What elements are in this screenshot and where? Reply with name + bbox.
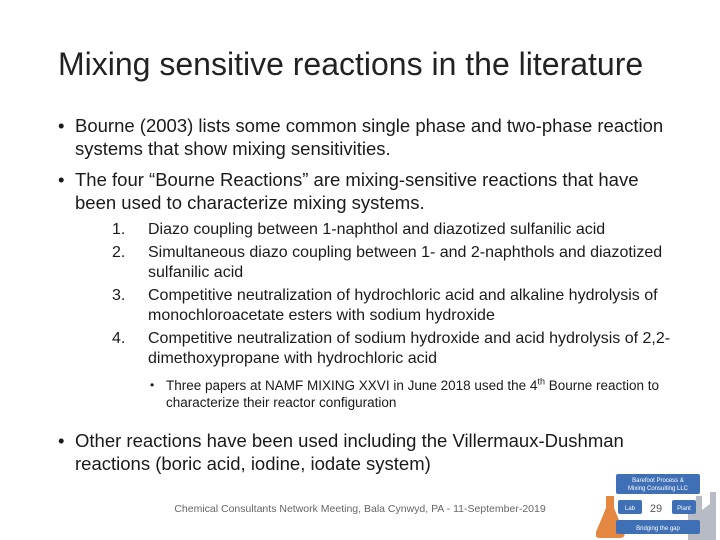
item-text: Competitive neutralization of hydrochloric acid and alkaline hydrolysis of monochloroacetate esters with sodium hydroxide bbox=[148, 287, 658, 324]
item-text: Competitive neutralization of sodium hydroxide and acid hydrolysis of 2,2-dimethoxypropane with hydrochloric acid bbox=[148, 330, 671, 367]
item-number: 1. bbox=[112, 221, 126, 238]
bullet-text: The four “Bourne Reactions” are mixing-sensitive reactions that have been used to characterize mixing systems. bbox=[75, 169, 639, 213]
bullet-list bbox=[58, 114, 678, 483]
item-number: 2. bbox=[112, 244, 126, 261]
bullet-item bbox=[58, 429, 678, 475]
company-logo bbox=[596, 472, 720, 540]
logo-bottom: Bridging the gap bbox=[636, 526, 680, 532]
numbered-item bbox=[75, 220, 678, 240]
sub-bullet bbox=[75, 377, 678, 411]
lab-label: Lab bbox=[624, 506, 636, 512]
item-number: 4. bbox=[112, 330, 126, 347]
numbered-list bbox=[75, 220, 678, 369]
bullet-text: Other reactions have been used including the Villermaux-Dushman reactions (boric acid, iodine, iodate system) bbox=[75, 430, 624, 474]
item-text: Simultaneous diazo coupling between 1- and 2-naphthols and diazotized sulfanilic acid bbox=[148, 244, 663, 281]
logo-line1: Barefoot Process & bbox=[632, 478, 684, 484]
numbered-item bbox=[75, 286, 678, 326]
sub-bullet-text-after: Bourne reaction to characterize their reactor configuration bbox=[166, 378, 660, 410]
page-number: 29 bbox=[649, 503, 663, 515]
sub-bullet-text-before: Three papers at NAMF MIXING XXVI in June 2018 used the 4 bbox=[166, 378, 538, 393]
bullet-dot: • bbox=[58, 430, 65, 451]
numbered-item bbox=[75, 243, 678, 283]
numbered-item bbox=[75, 329, 678, 369]
slide-title: Mixing sensitive reactions in the literature bbox=[58, 46, 644, 82]
logo-line2: Mixing Consulting LLC bbox=[627, 486, 689, 492]
item-number: 3. bbox=[112, 287, 126, 304]
plant-label: Plant bbox=[677, 506, 691, 512]
slide-footer: Chemical Consultants Network Meeting, Bala Cynwyd, PA - 11-September-2019 bbox=[174, 503, 546, 515]
item-text: Diazo coupling between 1-naphthol and diazotized sulfanilic acid bbox=[148, 221, 606, 238]
bullet-dot: • bbox=[58, 169, 65, 190]
bullet-text: Bourne (2003) lists some common single phase and two-phase reaction systems that show mixing sensitivities. bbox=[75, 115, 664, 159]
bullet-item bbox=[58, 114, 678, 160]
superscript-th: th bbox=[537, 376, 545, 387]
bullet-dot: • bbox=[58, 115, 65, 136]
bullet-item bbox=[58, 168, 678, 411]
sub-bullet-dot: • bbox=[150, 378, 155, 392]
